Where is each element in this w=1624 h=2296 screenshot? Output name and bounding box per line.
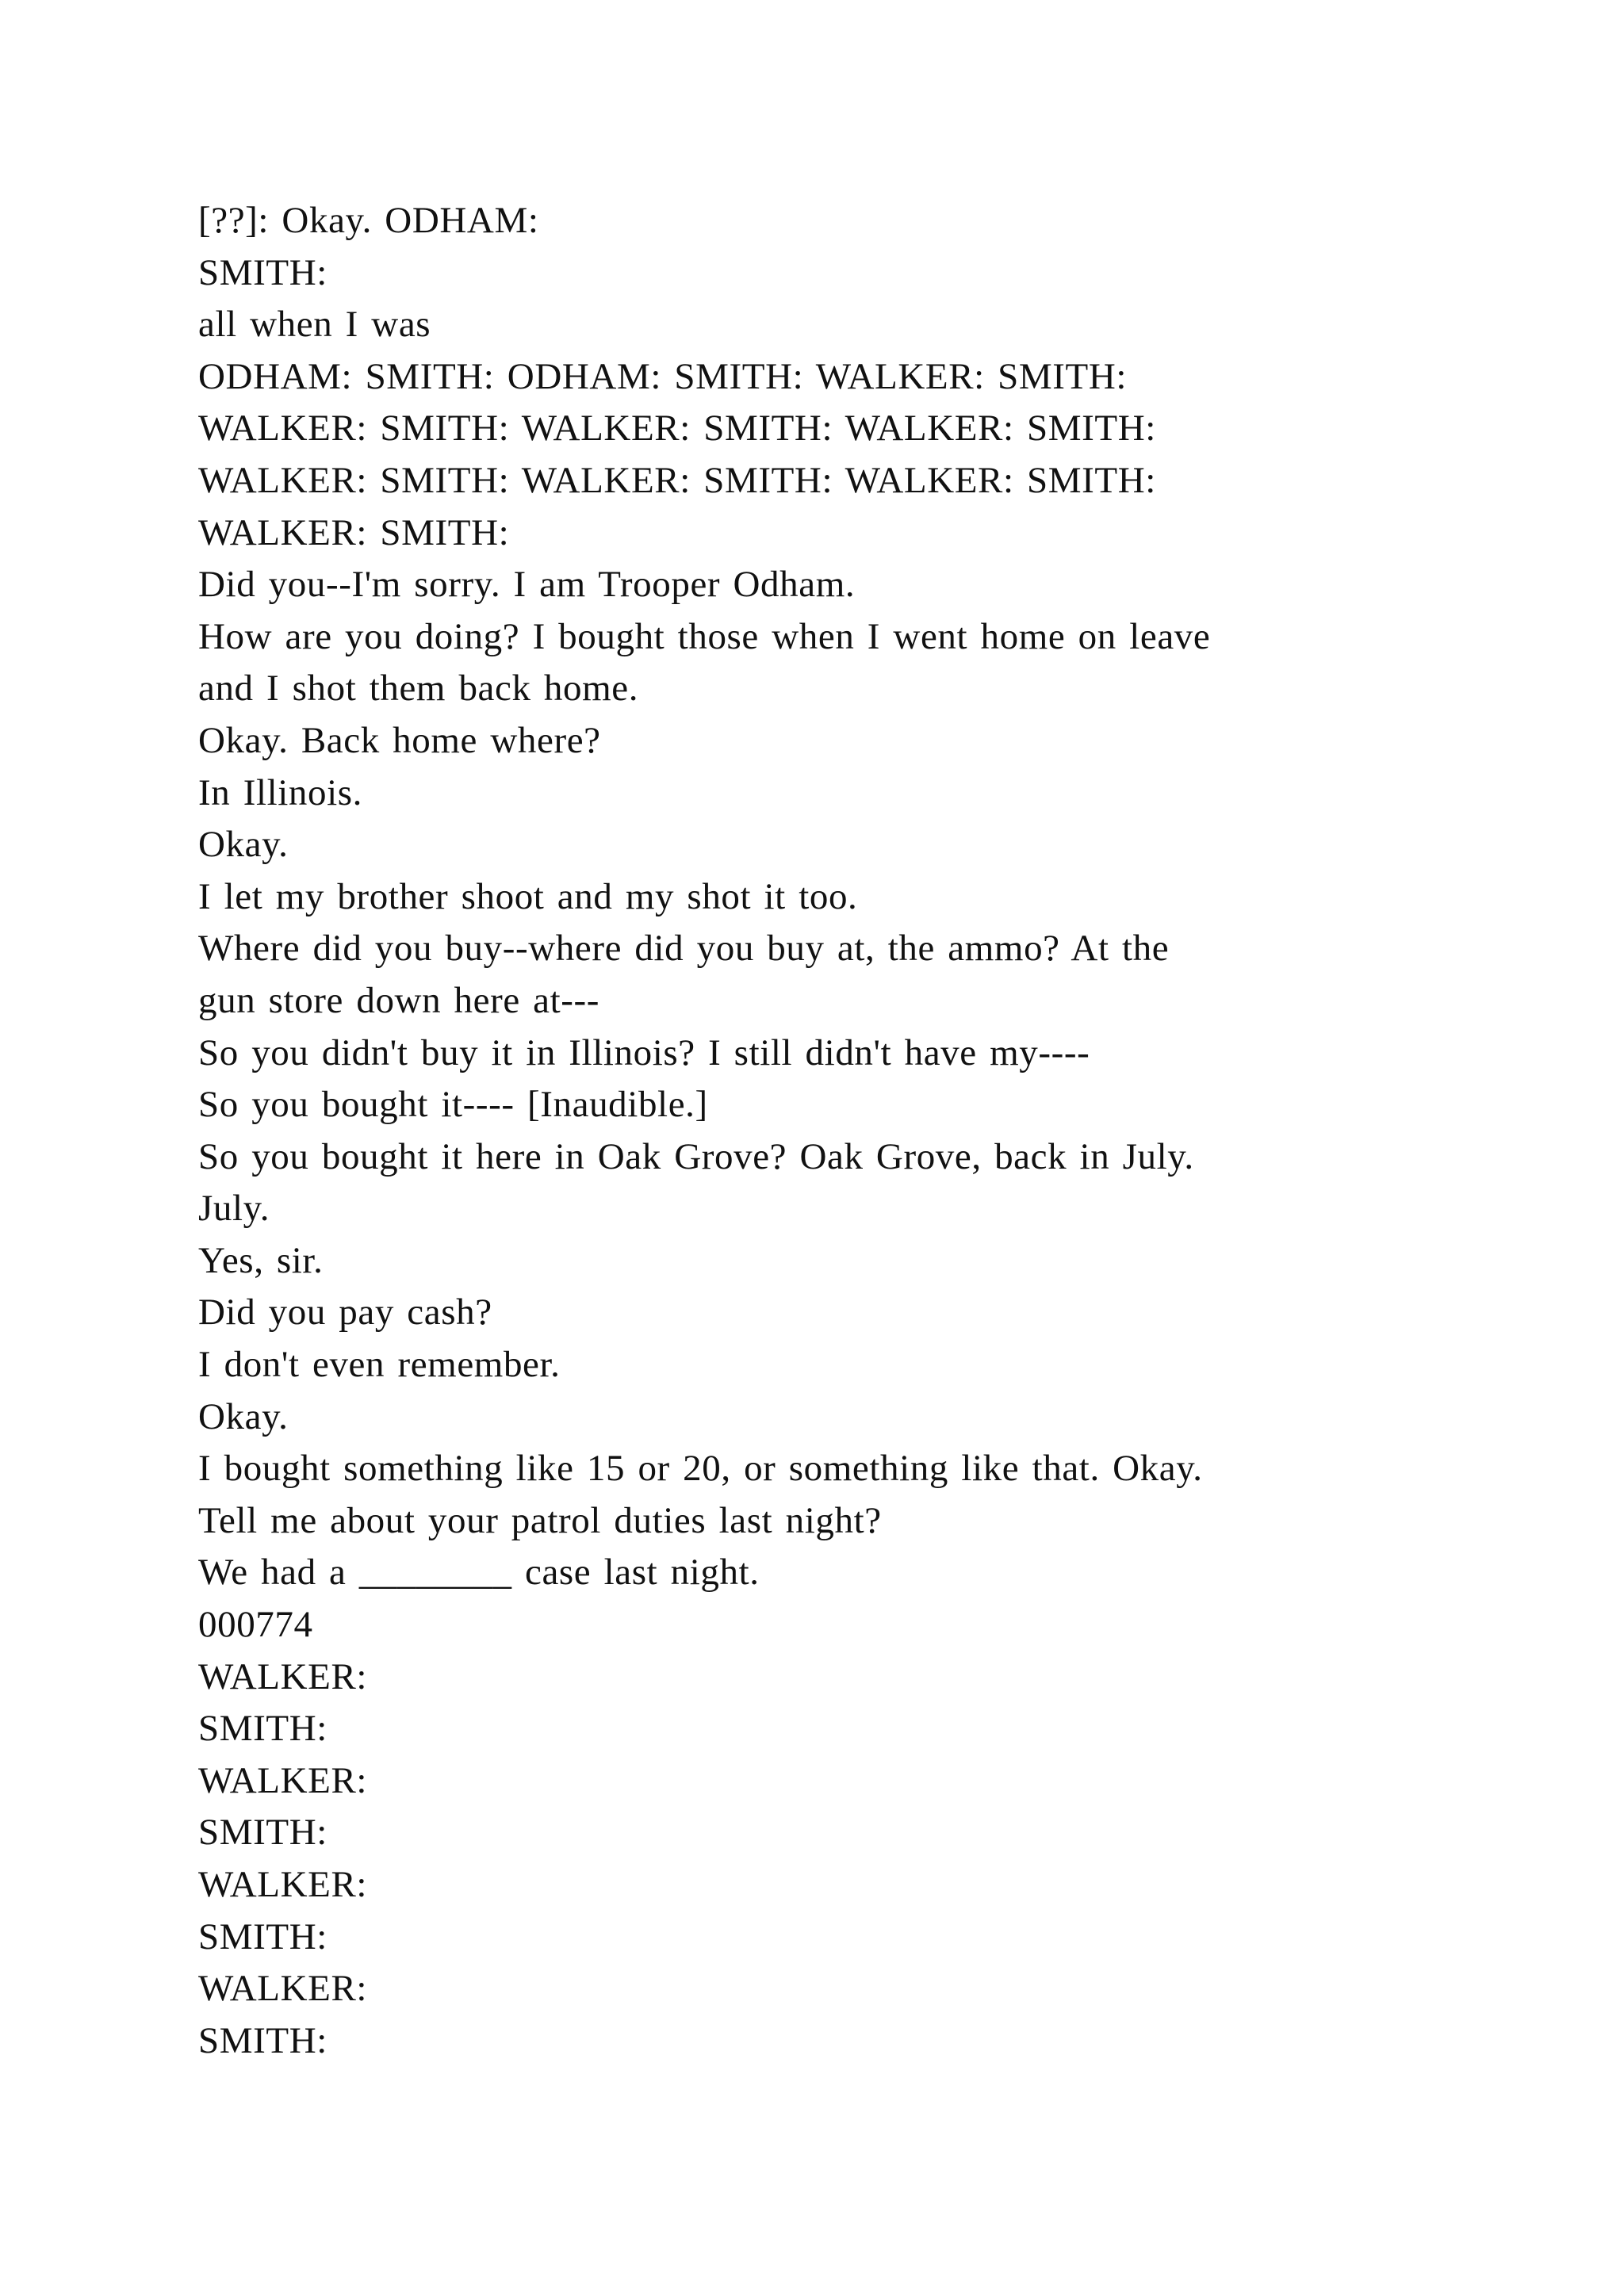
text-line: In Illinois. [198,771,363,813]
text-line: Okay. Back home where? [198,719,601,761]
text-line: Where did you buy--where did you buy at, the ammo? At the [198,928,1170,970]
transcript-text [198,195,1435,2067]
text-line: Yes, sir. [198,1239,324,1281]
text-line: I don't even remember. [198,1344,561,1386]
text-line: WALKER: SMITH: WALKER: SMITH: WALKER: SMITH: [198,459,1156,501]
text-line: So you bought it---- [Inaudible.] [198,1084,708,1126]
page-number: 000774 [198,1604,313,1646]
text-line: gun store down here at--- [198,979,600,1021]
text-line: SMITH: [198,1915,327,1957]
text-line: So you bought it here in Oak Grove? Oak Grove, back in July. [198,1135,1194,1177]
text-line: We had a ________ case last night. [198,1552,760,1594]
text-line: WALKER: SMITH: WALKER: SMITH: WALKER: SMITH: [198,408,1156,450]
text-line: WALKER: SMITH: [198,511,510,553]
text-line: July. [198,1188,270,1230]
text-line: all when I was [198,304,431,346]
text-line: How are you doing? I bought those when I went home on leave [198,615,1211,657]
text-line: WALKER: [198,1864,368,1905]
text-line: Did you pay cash? [198,1292,492,1334]
text-line: I let my brother shoot and my shot it too. [198,875,858,917]
text-line: SMITH: [198,1812,327,1854]
text-line: SMITH: [198,1708,327,1750]
text-line: SMITH: [198,2019,327,2061]
text-line: So you didn't buy it in Illinois? I still didn't have my---- [198,1031,1090,1073]
text-line: ODHAM: SMITH: ODHAM: SMITH: WALKER: SMITH: [198,355,1128,397]
text-line: WALKER: [198,1655,368,1697]
text-line: [??]: Okay. ODHAM: [198,200,539,241]
text-line: Tell me about your patrol duties last night? [198,1499,882,1541]
text-line: and I shot them back home. [198,668,639,710]
text-line: Okay. [198,1395,289,1437]
text-line: SMITH: [198,251,327,293]
text-line: WALKER: [198,1968,368,2010]
text-line: Okay. [198,824,289,866]
text-line: WALKER: [198,1759,368,1801]
text-line: I bought something like 15 or 20, or something like that. Okay. [198,1448,1203,1490]
text-line: Did you--I'm sorry. I am Trooper Odham. [198,564,856,606]
